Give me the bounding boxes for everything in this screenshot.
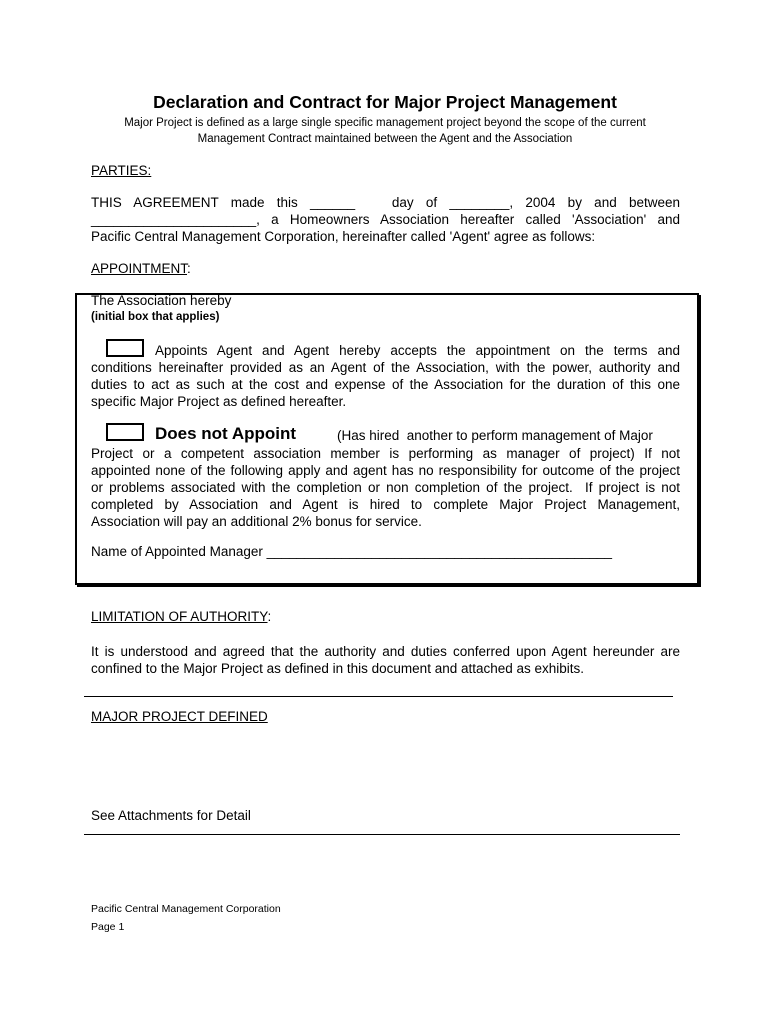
does-not-appoint-line: appointed none of the following apply and agent has no responsibility for outcome of the project [91, 463, 680, 478]
limitation-paragraph [91, 643, 680, 677]
appoints-line: Appoints Agent and Agent hereby accepts the appointment on the terms and [155, 343, 680, 358]
appoints-line: duties to act as such at the cost and expense of the Association for the duration of this one [91, 377, 680, 392]
does-not-appoint-initial-box[interactable] [106, 423, 144, 441]
does-not-appoint-line: or problems associated with the completion or non completion of the project. If project is not [91, 480, 680, 495]
appointed-manager-field[interactable]: ______________________________________________ [266, 544, 613, 559]
parties-line: Pacific Central Management Corporation, hereinafter called 'Agent' agree as follows: [91, 229, 596, 244]
footer-company: Pacific Central Management Corporation [91, 903, 281, 915]
document-subtitle [100, 115, 670, 147]
appointment-heading-row [91, 261, 191, 276]
does-not-appoint-line: completed by Association and Agent is hired to complete Major Project Management, [91, 497, 680, 512]
appoints-paragraph [91, 342, 680, 410]
appointed-manager-row [91, 544, 612, 559]
parties-heading: PARTIES: [91, 163, 152, 178]
appointed-manager-label: Name of Appointed Manager [91, 544, 263, 559]
appoints-line: specific Major Project as defined hereafter. [91, 394, 347, 409]
appoints-line: conditions hereinafter provided as an Agent of the Association, with the power, authority and [91, 360, 680, 375]
subtitle-line: Major Project is defined as a large single specific management project beyond the scope of the current [124, 117, 646, 129]
document-title: Declaration and Contract for Major Project Management [153, 92, 617, 112]
appointment-heading-colon: : [187, 261, 191, 276]
limitation-line: It is understood and agreed that the authority and duties conferred upon Agent hereunder are [91, 644, 680, 659]
major-project-heading: MAJOR PROJECT DEFINED [91, 709, 268, 724]
appointment-instruction: (initial box that applies) [91, 311, 220, 323]
appointment-heading: APPOINTMENT [91, 261, 188, 276]
section-divider [84, 696, 673, 697]
does-not-appoint-label: Does not Appoint [155, 424, 297, 443]
limitation-heading-colon: : [267, 609, 272, 624]
parties-line: ______________________, a Homeowners Association hereafter called 'Association' and [91, 212, 680, 227]
parties-paragraph [91, 194, 680, 245]
limitation-heading-row [91, 609, 271, 624]
limitation-line: confined to the Major Project as defined in this document and attached as exhibits. [91, 661, 585, 676]
parties-line: THIS AGREEMENT made this ______ day of ________, 2004 by and between [91, 195, 680, 210]
limitation-heading: LIMITATION OF AUTHORITY [91, 609, 268, 624]
subtitle-line: Management Contract maintained between the Agent and the Association [197, 133, 573, 145]
does-not-appoint-line: Association will pay an additional 2% bonus for service. [91, 514, 422, 529]
does-not-appoint-paragraph [91, 445, 680, 530]
see-attachments-text: See Attachments for Detail [91, 808, 251, 823]
section-divider [84, 834, 680, 835]
does-not-appoint-first-line: (Has hired another to perform management of Major [337, 428, 653, 443]
footer-page-number: Page 1 [91, 921, 125, 933]
appointment-intro: The Association hereby [91, 293, 232, 308]
does-not-appoint-line: Project or a competent association member is performing as manager of project) If not [91, 446, 680, 461]
footer [91, 900, 281, 936]
